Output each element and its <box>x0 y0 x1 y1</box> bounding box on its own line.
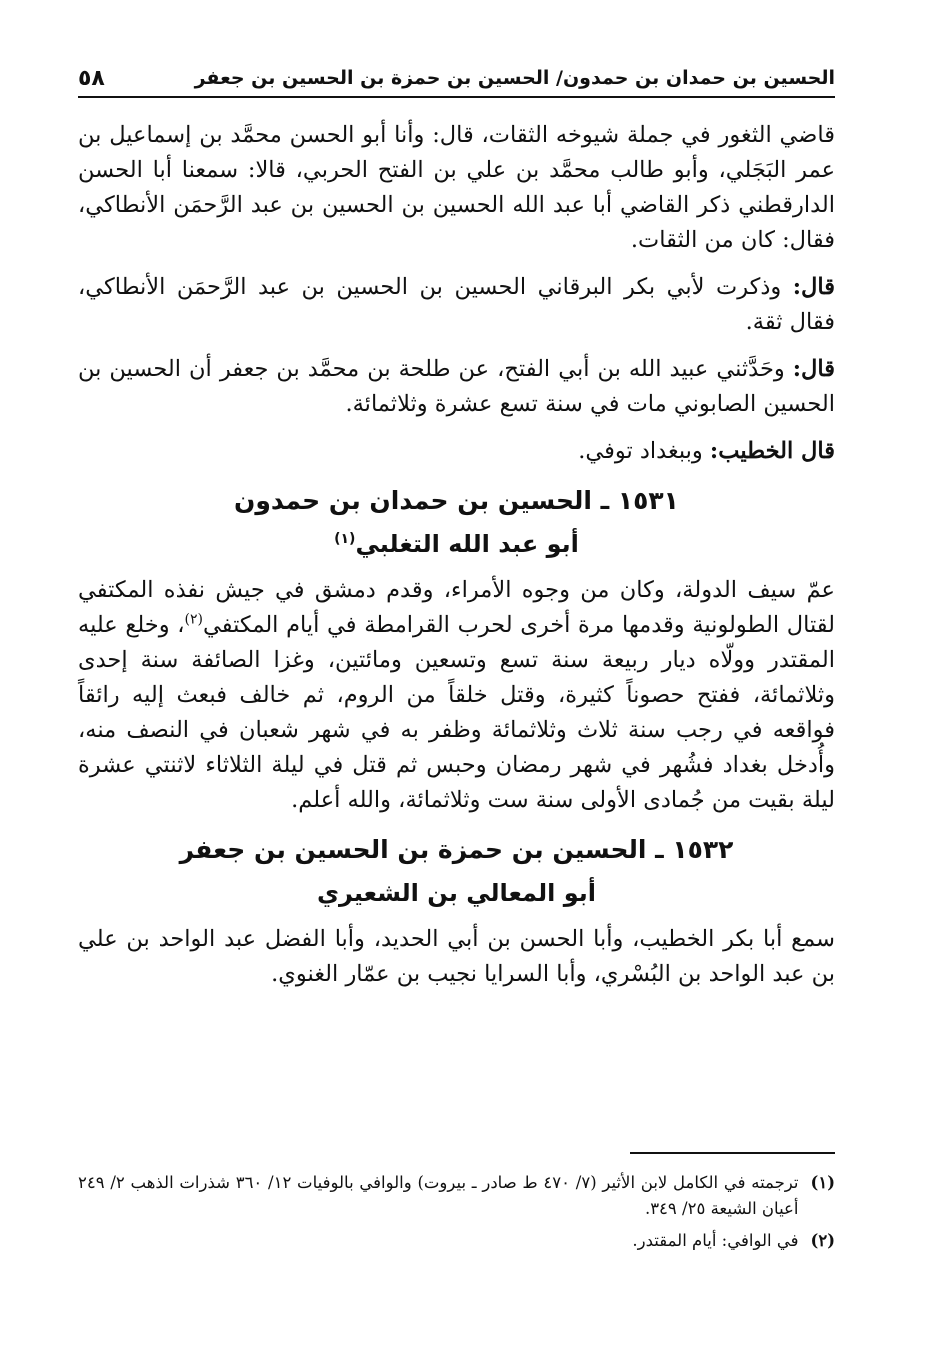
paragraph-lead: قال الخطيب: <box>709 438 835 464</box>
paragraph-lead: قال: <box>792 356 835 382</box>
paragraph-continuation: قاضي الثغور في جملة شيوخه الثقات، قال: وأنا أبو الحسن محمَّد بن إسماعيل بن عمر البَجَلي، وأبو طالب محمَّد بن علي بن الفتح الحربي، قالا: سمعنا أبا الحسن الدارقطني ذكر القاضي أبا عبد الله الحسين بن الحسين بن عبد الرَّحمَن الأنطاكي، فقال: كان من الثقات. <box>78 122 835 253</box>
footnote-item <box>78 1170 835 1222</box>
entry-body-1531: عمّ سيف الدولة، وكان من وجوه الأمراء، وقدم دمشق في جيش نفذه المكتفي لقتال الطولونية وقدمها مرة أخرى لحرب القرامطة في أيام المكتفي$^{(٢)}$، وخلع عليه المقتدر وولّاه ديار ربيعة سنة تسع وتسعين ومائتين، وغزا الصائفة سنة إحدى وثلاثمائة، ففتح حصوناً كثيرة، وقتل خلقاً من الروم، ثم خالف فبعث إليه رائقاً فواقعه في رجب سنة ثلاث وثلاثمائة وظفر به في شهر شعبان في النصف منه، وأُدخل بغداد فشُهر في شهر رمضان وحبس ثم قتل في ليلة الثلاثاء لاثنتي عشرة ليلة بقيت من جُمادى الأولى سنة ست وثلاثمائة، والله أعلم. <box>78 577 835 813</box>
footnote-number: (١) <box>810 1173 835 1192</box>
running-title: الحسين بن حمدان بن حمدون/ الحسين بن حمزة بن الحسين بن جعفر <box>194 67 835 89</box>
footnote-number: (٢) <box>810 1231 835 1250</box>
paragraph-text: وببغداد توفي. <box>578 438 710 464</box>
page-header <box>78 60 835 98</box>
footnote-ref-2: (٢) <box>184 611 203 628</box>
entry-subheading-1531: أبو عبد الله التغلبي$^{(١)}$ <box>334 530 579 558</box>
page-body <box>78 118 835 1004</box>
entry-heading-1532: ١٥٣٢ ـ الحسين بن حمزة بن الحسين بن جعفر <box>179 835 734 864</box>
footnote-ref-1: (١) <box>334 531 356 547</box>
footnote-text: في الوافي: أيام المقتدر. <box>632 1231 799 1250</box>
entry-heading-1531: ١٥٣١ ـ الحسين بن حمدان بن حمدون <box>234 486 679 515</box>
paragraph-text: وحَدَّثني عبيد الله بن أبي الفتح، عن طلحة بن محمَّد بن جعفر أن الحسين بن الحسين الصابوني مات في سنة تسع عشرة وثلاثمائة. <box>78 356 835 417</box>
footnote-divider <box>630 1152 835 1154</box>
paragraph-ubaydallah <box>78 352 835 422</box>
footnotes <box>78 1170 835 1260</box>
entry-body-1532: سمع أبا بكر الخطيب، وأبا الحسن بن أبي الحديد، وأبا الفضل عبد الواحد بن علي بن عبد الواحد بن البُسْري، وأبا السرايا نجيب بن عمّار الغنوي. <box>78 926 835 987</box>
paragraph-khatib <box>78 434 835 469</box>
paragraph-barqani <box>78 270 835 340</box>
page-number: ٥٨ <box>78 65 105 91</box>
paragraph-lead: قال: <box>792 274 835 300</box>
footnote-item <box>78 1228 835 1254</box>
paragraph-text: وذكرت لأبي بكر البرقاني الحسين بن الحسين بن عبد الرَّحمَن الأنطاكي، فقال ثقة. <box>78 274 835 335</box>
footnote-text: ترجمته في الكامل لابن الأثير (٧/ ٤٧٠ ط صادر ـ بيروت) والوافي بالوفيات ١٢/ ٣٦٠ شذرات الذهب ٢/ ٢٤٩ أعيان الشيعة ٢٥/ ٣٤٩. <box>78 1173 799 1218</box>
entry-subheading-1532: أبو المعالي بن الشعيري <box>316 879 597 907</box>
